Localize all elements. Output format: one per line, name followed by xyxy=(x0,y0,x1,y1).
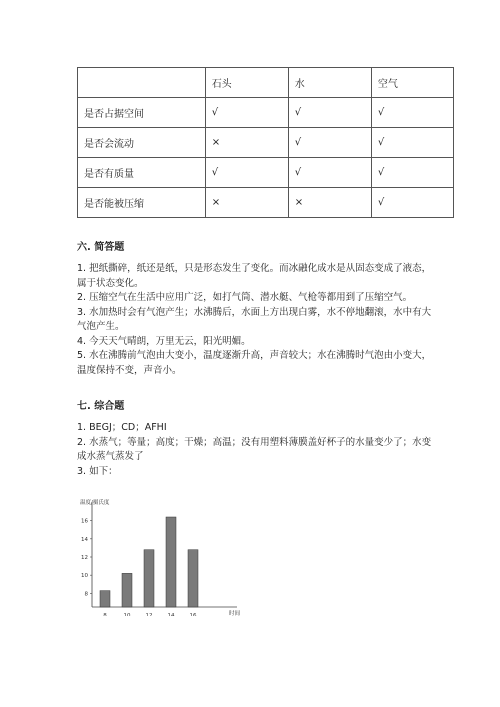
chart-bar xyxy=(122,573,132,607)
table-cell: √ xyxy=(205,98,288,128)
table-header-cell: 石头 xyxy=(205,68,288,98)
answer-item: 1. BEGJ；CD；AFHI xyxy=(77,422,167,433)
x-tick-label: 12 xyxy=(145,613,153,616)
y-tick-label: 12 xyxy=(81,555,88,561)
table-cell: √ xyxy=(288,128,371,158)
table-cell: √ xyxy=(205,158,288,188)
table-header-cell: 空气 xyxy=(371,68,453,98)
table-cell: √ xyxy=(288,98,371,128)
y-axis-label: 温度/摄氏度 xyxy=(80,500,110,506)
chart-bar xyxy=(144,550,154,607)
comparison-table xyxy=(77,67,454,218)
table-row xyxy=(78,188,454,218)
row-label: 是否占据空间 xyxy=(78,98,206,128)
x-tick-label: 10 xyxy=(123,613,131,616)
table-cell: √ xyxy=(288,158,371,188)
table-cell: × xyxy=(205,128,288,158)
answer-item: 2. 水蒸气；等量；高度；干燥；高温；没有用塑料薄膜盖好杯子的水量变少了；水变成水蒸气蒸发了 xyxy=(77,436,432,462)
x-tick-label: 14 xyxy=(167,613,175,616)
answer-item: 5. 水在沸腾前气泡由大变小，温度逐渐升高，声音较大；水在沸腾时气泡由小变大，温度保持不变，声音小。 xyxy=(77,350,432,376)
answer-item: 3. 水加热时会有气泡产生；水沸腾后，水面上方出现白雾，水不停地翻滚，水中有大气泡产生。 xyxy=(77,306,432,332)
table-row xyxy=(78,158,454,188)
y-tick-label: 16 xyxy=(81,518,88,525)
row-label: 是否有质量 xyxy=(78,158,206,188)
answer-item: 1. 把纸撕碎，纸还是纸，只是形态发生了变化。而冰融化成水是从固态变成了液态，属于状态变化。 xyxy=(77,263,432,289)
row-label: 是否会流动 xyxy=(78,128,206,158)
section-7-answers xyxy=(77,421,437,479)
table-header-row xyxy=(78,68,454,98)
table-cell: √ xyxy=(371,98,453,128)
section-7-title: 七. 综合题 xyxy=(77,401,125,412)
x-tick-label: 16 xyxy=(189,613,197,616)
temperature-bar-chart xyxy=(76,492,256,616)
answer-item: 2. 压缩空气在生活中应用广泛，如打气筒、潜水艇、气枪等都用到了压缩空气。 xyxy=(77,292,413,303)
x-axis-label: 时间 xyxy=(229,611,241,616)
answer-item: 3. 如下： xyxy=(77,465,118,477)
chart-bar xyxy=(100,591,110,607)
chart-bar xyxy=(166,517,176,607)
table-cell: × xyxy=(288,188,371,218)
table-row xyxy=(78,128,454,158)
table-cell: √ xyxy=(371,188,453,218)
table-cell: √ xyxy=(371,128,453,158)
table-row xyxy=(78,98,454,128)
y-tick-label: 10 xyxy=(81,573,88,580)
x-tick-label: 8 xyxy=(103,613,107,616)
row-label: 是否能被压缩 xyxy=(78,188,206,218)
section-6-title: 六. 简答题 xyxy=(77,242,125,253)
y-tick-label: 8 xyxy=(84,591,88,598)
table-header-cell: 水 xyxy=(288,68,371,98)
table-cell: × xyxy=(205,188,288,218)
chart-bar xyxy=(188,550,198,607)
answer-item: 4. 今天天气晴朗，万里无云，阳光明媚。 xyxy=(77,335,251,347)
section-6-answers xyxy=(77,262,437,378)
table-header-cell xyxy=(78,68,206,98)
y-tick-label: 14 xyxy=(81,536,88,543)
table-cell: √ xyxy=(371,158,453,188)
